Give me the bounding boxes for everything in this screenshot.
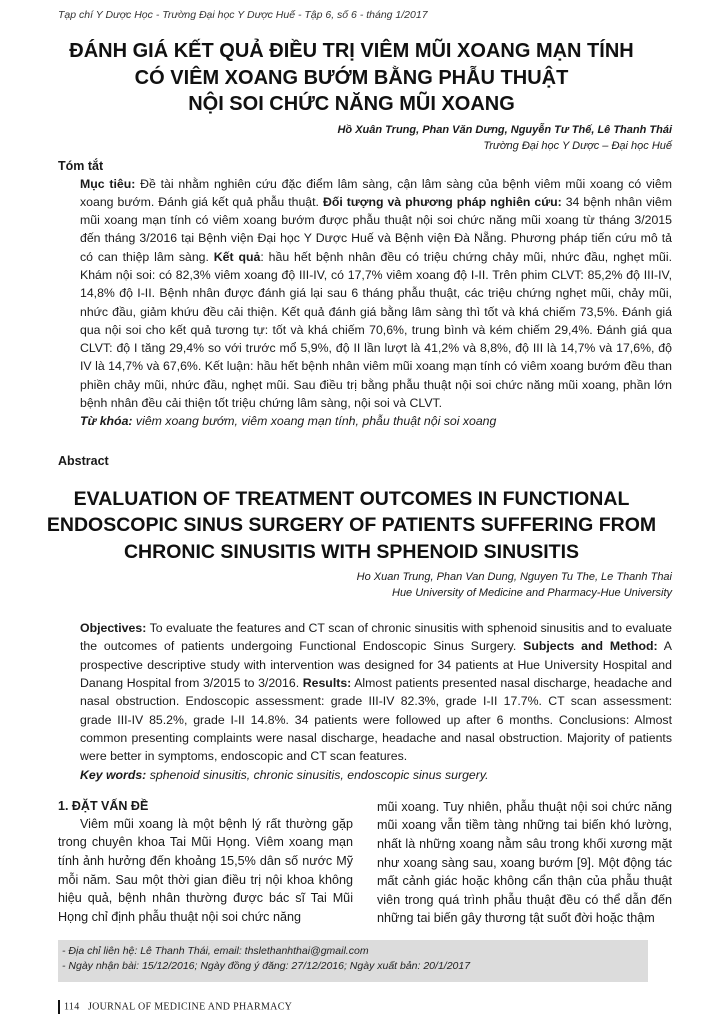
bold-label: Đối tượng và phương pháp nghiên cứu: <box>322 194 562 209</box>
keywords-label: Key words: <box>80 767 147 782</box>
journal-name: JOURNAL OF MEDICINE AND PHARMACY <box>87 1001 293 1013</box>
affiliation: Trường Đại học Y Dược – Đại học Huế <box>483 139 672 152</box>
keywords-label: Từ khóa: <box>80 414 133 429</box>
title-line: EVALUATION OF TREATMENT OUTCOMES IN FUNCTIONAL <box>73 487 630 510</box>
section-left <box>58 798 353 928</box>
bold-label: Subjects and Method: <box>523 639 658 654</box>
paragraph-text: 34 bệnh nhân viêm mũi xoang mạn tính có viêm xoang bướm được phẫu thuật nội soi chức năng mũi xoang từ tháng 3/2015 đến tháng 3/2016 tại Bệnh viện Đại học Y Dược Huế và Bệnh viện Đà Nẵng. Phương pháp tiến cứu mô tả có can thiệp lâm sàng. <box>80 194 672 264</box>
vietnamese-authors-block <box>58 122 672 154</box>
english-title <box>40 486 663 566</box>
bold-label: Mục tiêu: <box>80 176 136 191</box>
journal-header: Tạp chí Y Dược Học - Trường Đại học Y Dược Huế - Tập 6, số 6 - tháng 1/2017 <box>58 9 428 21</box>
bold-label: Objectives: <box>80 621 147 636</box>
footnote <box>58 940 648 982</box>
english-authors-block <box>58 569 672 601</box>
vietnamese-title <box>40 38 663 118</box>
title-line: ENDOSCOPIC SINUS SURGERY OF PATIENTS SUFFERING FROM <box>46 514 657 537</box>
keywords-text: viêm xoang bướm, viêm xoang mạn tính, phẫu thuật nội soi xoang <box>132 414 497 429</box>
bold-label: Kết quả <box>213 249 261 264</box>
title-line: ĐÁNH GIÁ KẾT QUẢ ĐIỀU TRỊ VIÊM MŨI XOANG MẠN TÍNH <box>69 40 634 62</box>
section-columns <box>58 798 672 928</box>
contact-line: - Địa chỉ liên hệ: Lê Thanh Thái, email: thslethanhthai@gmail.com <box>62 944 369 957</box>
summary-text <box>58 175 672 413</box>
affiliation: Hue University of Medicine and Pharmacy-Hue University <box>392 587 672 600</box>
vi-keywords <box>58 412 672 430</box>
summary-heading: Tóm tắt <box>58 158 104 173</box>
bold-label: Results: <box>302 676 352 691</box>
section-heading: 1. ĐẶT VẤN ĐỀ <box>58 798 149 813</box>
section-right-column: mũi xoang. Tuy nhiên, phẫu thuật nội soi chức năng mũi xoang vẫn tiềm tàng những tai biến khó lường, nhất là những xoang nằm sâu trong khối xương mặt như xoang sàng sau, xoang bướm [9]. Một động tác mất cảnh giác hoặc không cẩn thận của phẫu thuật viên trong quá trình phẫu thuật đều có thể dẫn đến những tai biến gây thương tật suốt đời hoặc thậm <box>377 799 672 926</box>
dates-line: - Ngày nhận bài: 15/12/2016; Ngày đồng ý đăng: 27/12/2016; Ngày xuất bản: 20/1/2017 <box>62 959 471 972</box>
abstract-text <box>58 619 672 765</box>
section-left-column: Viêm mũi xoang là một bệnh lý rất thường gặp trong chuyên khoa Tai Mũi Họng. Viêm xoang mạn tính ảnh hưởng đến khoảng 15,5% dân số nước Mỹ mỗi năm. Sau một thời gian điều trị nội khoa không hiệu quả, bệnh nhân thường được bác sĩ Tai Mũi Họng chỉ định phẫu thuật nội soi chức năng <box>58 816 353 924</box>
authors: Ho Xuan Trung, Phan Van Dung, Nguyen Tu The, Le Thanh Thai <box>356 571 672 584</box>
paragraph-text: To evaluate the features and CT scan of chronic sinusitis with sphenoid sinusitis and to evaluate the outcomes of patients undergoing Functional Endoscopic Sinus Surgery. <box>80 621 672 654</box>
title-line: NỘI SOI CHỨC NĂNG MŨI XOANG <box>188 93 515 115</box>
authors: Hồ Xuân Trung, Phan Văn Dưng, Nguyễn Tư Thế, Lê Thanh Thái <box>337 123 672 136</box>
title-line: CHRONIC SINUSITIS WITH SPHENOID SINUSITIS <box>123 540 580 563</box>
title-line: CÓ VIÊM XOANG BƯỚM BẰNG PHẪU THUẬT <box>134 66 569 89</box>
summary-paragraph <box>58 175 672 431</box>
paragraph-text: : hầu hết bệnh nhân đều có triệu chứng chảy mũi, nhức đầu, nghẹt mũi. Khám nội soi: có 82,3% viêm xoang độ III-IV, có 17,7% viêm xoang độ I-II. Trên phim CLVT: 85,2% độ III-IV, 14,8% độ I-II. Bệnh nhân được đánh giá lại sau 6 tháng phẫu thuật, các triệu chứng nghẹt mũi, chảy mũi, nhức đầu, giảm khứu đều cải thiện. Kết quả đánh giá bằng lâm sàng thì tốt và khá chiếm 73,5%. Đánh giá qua nội soi cho kết quả tương tự: tốt và khá chiếm 70,6%, trung bình và kém chiếm 29,4%. Đánh giá qua CLVT: độ I tăng 29,4% so với trước mổ 5,9%, độ II lần lượt là 41,2% và 8,8%, độ III là 14,7% và 17,6%, độ IV là 14,7% và 67,6%. Kết luận: hầu hết bệnh nhân viêm mũi xoang mạn tính có viêm xoang bướm đều than phiền chảy mũi, nhức đầu, nghẹt mũi. Sau điều trị bằng phẫu thuật nội soi chức năng mũi xoang, phần lớn bệnh nhân đều cải thiện tốt triệu chứng lâm sàng, nội soi và CLVT. <box>80 249 672 411</box>
paragraph-text: Đề tài nhằm nghiên cứu đặc điểm lâm sàng, cận lâm sàng của bệnh viêm mũi xoang có viêm xoang bướm. Đánh giá kết quả phẫu thuật. <box>80 176 673 209</box>
abstract-heading: Abstract <box>58 453 109 468</box>
abstract-paragraph <box>58 619 672 784</box>
en-keywords <box>58 766 672 784</box>
paragraph-text: Almost patients presented nasal discharge, headache and nasal obstruction. Endoscopic assessment: grade III-IV 82.3%, grade I-II 17.7%. CT scan assessment: grade III-IV 85.2%, grade I-II 14.8%. 34 patients were followed up after 6 months. Conclusions: Almost common presenting complaints were nasal discharge, headache and nasal obstruction. Majority of patients were better in symptoms, endoscopic and CT scan features. <box>80 676 672 764</box>
keywords-text: sphenoid sinusitis, chronic sinusitis, endoscopic sinus surgery. <box>146 767 489 782</box>
page-footer <box>58 1000 672 1014</box>
paragraph-text: A prospective descriptive study with intervention was designed for 34 patients at Hue University Hospital and Danang Hospital from 3/2015 to 3/2016. <box>80 639 672 691</box>
page-number: 114 <box>64 1001 80 1013</box>
footer-bar <box>58 1000 60 1014</box>
